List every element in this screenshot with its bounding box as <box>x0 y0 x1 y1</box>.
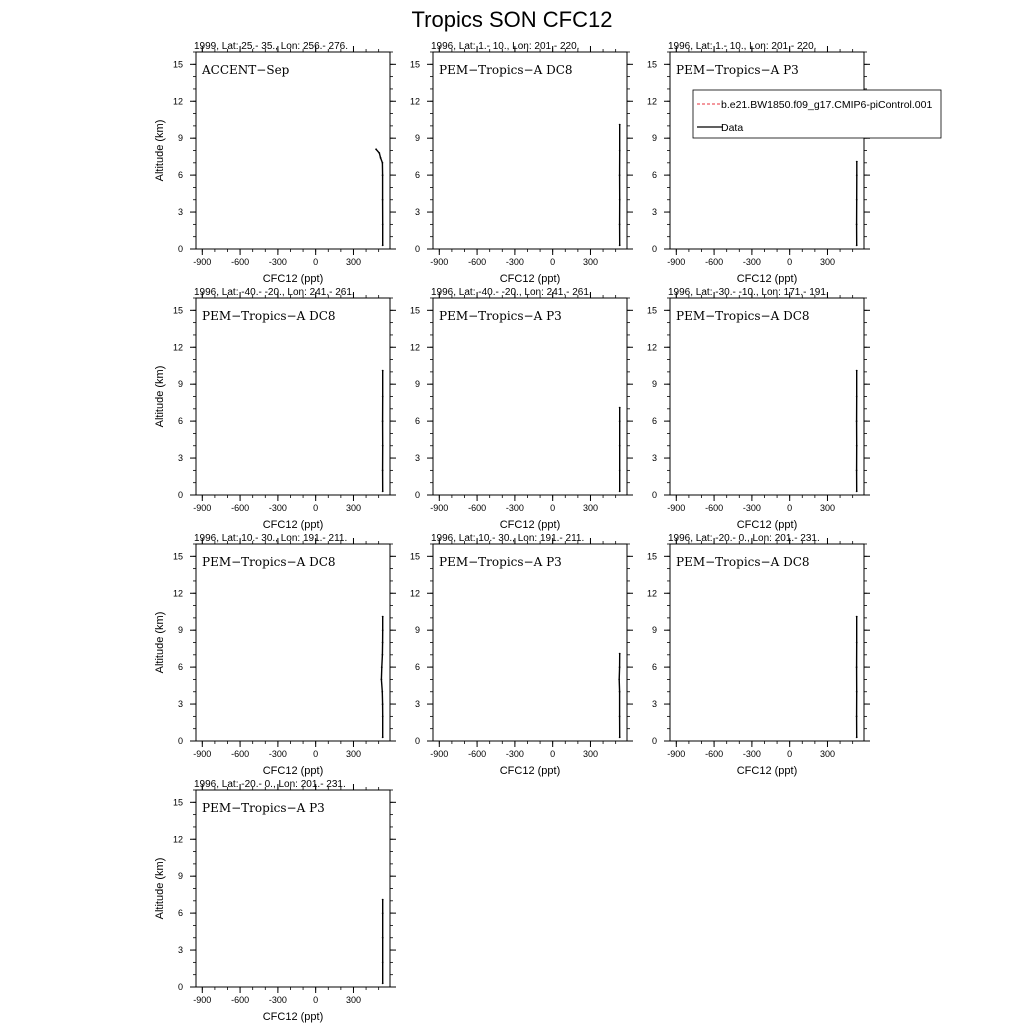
data-point <box>382 224 384 226</box>
x-axis-label: CFC12 (ppt) <box>262 273 324 285</box>
data-point <box>619 691 621 693</box>
data-point <box>380 157 382 159</box>
data-point <box>619 716 621 718</box>
y-tick-label: 12 <box>409 96 420 107</box>
data-point <box>382 912 384 914</box>
y-tick-label: 12 <box>172 96 183 107</box>
x-axis-label: CFC12 (ppt) <box>262 765 324 777</box>
panel-subtitle: 1996, Lat: -40.- -20., Lon: 241.- 261. <box>431 287 592 298</box>
x-tick-label: -900 <box>430 257 449 267</box>
x-tick-label: -300 <box>268 995 287 1005</box>
data-point <box>382 982 384 984</box>
x-tick-label: -300 <box>268 749 287 759</box>
data-point <box>856 642 858 644</box>
data-point <box>382 396 384 398</box>
panel-label: PEM−Tropics−A P3 <box>202 801 325 815</box>
y-tick-label: 15 <box>172 551 183 562</box>
x-tick-label: -900 <box>667 503 686 513</box>
data-point <box>619 199 621 201</box>
x-axis-label: CFC12 (ppt) <box>736 519 798 531</box>
data-point <box>619 150 621 152</box>
y-tick-label: 9 <box>651 133 657 144</box>
data-point <box>381 666 383 668</box>
y-tick-label: 15 <box>172 59 183 70</box>
panel-label: PEM−Tropics−A DC8 <box>676 309 810 323</box>
x-tick-label: -300 <box>742 257 761 267</box>
y-tick-label: 15 <box>646 59 657 70</box>
x-tick-label: -600 <box>468 503 487 513</box>
x-tick-label: 0 <box>787 503 793 513</box>
data-point <box>382 420 384 422</box>
data-point <box>619 490 621 492</box>
panel-subtitle: 1996, Lat: -30.- -10., Lon: 171.- 191. <box>668 287 829 298</box>
data-point <box>375 148 377 150</box>
x-tick-label: -900 <box>430 503 449 513</box>
data-point <box>856 716 858 718</box>
panel-subtitle: 1996, Lat: 10.- 30., Lon: 191.- 211. <box>194 533 348 544</box>
y-tick-label: 0 <box>414 244 420 254</box>
x-tick-label: 300 <box>582 257 598 267</box>
y-tick-label: 0 <box>651 490 657 500</box>
x-axis-label: CFC12 (ppt) <box>736 765 798 777</box>
y-tick-label: 3 <box>651 699 657 710</box>
x-tick-label: -600 <box>705 257 724 267</box>
data-point <box>856 224 858 226</box>
y-tick-label: 15 <box>646 551 657 562</box>
x-tick-label: 300 <box>345 995 361 1005</box>
y-tick-label: 12 <box>172 588 183 599</box>
panel-label: PEM−Tropics−A DC8 <box>202 309 336 323</box>
y-tick-label: 6 <box>414 416 420 427</box>
figure-title: Tropics SON CFC12 <box>411 7 613 32</box>
y-tick-label: 3 <box>414 699 420 710</box>
data-point <box>381 691 383 693</box>
x-tick-label: -900 <box>193 749 212 759</box>
y-tick-label: 0 <box>177 982 183 992</box>
data-point <box>619 407 621 409</box>
x-tick-label: -900 <box>430 749 449 759</box>
x-tick-label: -600 <box>468 257 487 267</box>
x-tick-label: 0 <box>787 257 793 267</box>
x-tick-label: -600 <box>705 749 724 759</box>
data-point <box>619 736 621 738</box>
y-tick-label: 6 <box>177 170 183 181</box>
data-point <box>856 616 858 618</box>
y-axis-label: Altitude (km) <box>154 119 166 182</box>
y-tick-label: 0 <box>414 736 420 746</box>
panel-subtitle: 1996, Lat: 10.- 30., Lon: 191.- 211. <box>431 533 585 544</box>
panel-subtitle: 1996, Lat: -40.- -20., Lon: 241.- 261. <box>194 287 355 298</box>
data-point <box>378 152 380 154</box>
data-point <box>382 162 384 164</box>
y-tick-label: 12 <box>172 834 183 845</box>
panel-label: PEM−Tropics−A DC8 <box>439 63 573 77</box>
x-tick-label: 300 <box>819 257 835 267</box>
data-point <box>619 470 621 472</box>
data-point <box>382 490 384 492</box>
x-tick-label: -300 <box>505 503 524 513</box>
y-tick-label: 15 <box>646 305 657 316</box>
legend <box>693 90 941 138</box>
x-tick-label: -600 <box>231 503 250 513</box>
x-tick-label: -900 <box>667 257 686 267</box>
x-axis-label: CFC12 (ppt) <box>499 273 561 285</box>
y-tick-label: 3 <box>177 945 183 956</box>
data-point <box>382 736 384 738</box>
x-tick-label: -600 <box>231 749 250 759</box>
panel-subtitle: 1996, Lat: -20.- 0., Lon: 201.- 231. <box>668 533 820 544</box>
data-point <box>856 470 858 472</box>
x-tick-label: 300 <box>345 257 361 267</box>
x-tick-label: 0 <box>313 257 319 267</box>
x-tick-label: 300 <box>345 749 361 759</box>
x-tick-label: 300 <box>819 503 835 513</box>
y-tick-label: 9 <box>177 133 183 144</box>
panel-label: PEM−Tropics−A P3 <box>676 63 799 77</box>
y-axis-label: Altitude (km) <box>154 365 166 428</box>
panel-subtitle: 1996, Lat: 1.- 10., Lon: 201.- 220. <box>668 41 817 52</box>
y-axis-label: Altitude (km) <box>154 857 166 920</box>
y-tick-label: 6 <box>651 416 657 427</box>
y-tick-label: 9 <box>414 625 420 636</box>
x-tick-label: -300 <box>742 749 761 759</box>
data-point <box>856 691 858 693</box>
y-tick-label: 12 <box>409 342 420 353</box>
y-tick-label: 0 <box>651 736 657 746</box>
x-tick-label: 0 <box>313 503 319 513</box>
y-tick-label: 6 <box>177 908 183 919</box>
data-point <box>382 445 384 447</box>
y-tick-label: 0 <box>651 244 657 254</box>
x-tick-label: -900 <box>193 995 212 1005</box>
y-tick-label: 0 <box>177 490 183 500</box>
x-tick-label: -600 <box>231 257 250 267</box>
data-point <box>381 679 383 681</box>
data-point <box>382 899 384 901</box>
data-point <box>619 445 621 447</box>
x-tick-label: -300 <box>505 257 524 267</box>
y-tick-label: 9 <box>414 133 420 144</box>
x-tick-label: -600 <box>468 749 487 759</box>
panel-label: ACCENT−Sep <box>202 63 290 77</box>
y-tick-label: 15 <box>409 305 420 316</box>
y-tick-label: 3 <box>651 207 657 218</box>
y-tick-label: 6 <box>177 416 183 427</box>
data-point <box>856 445 858 447</box>
x-tick-label: 0 <box>787 749 793 759</box>
x-axis-label: CFC12 (ppt) <box>262 519 324 531</box>
y-tick-label: 9 <box>651 379 657 390</box>
x-tick-label: -600 <box>705 503 724 513</box>
data-point <box>856 490 858 492</box>
y-tick-label: 9 <box>177 871 183 882</box>
data-point <box>619 174 621 176</box>
x-tick-label: -300 <box>268 257 287 267</box>
legend-entry-label-1: b.e21.BW1850.f09_g17.CMIP6-piControl.001 <box>721 99 933 111</box>
y-tick-label: 15 <box>409 551 420 562</box>
data-point <box>382 616 384 618</box>
data-point <box>856 174 858 176</box>
panel-label: PEM−Tropics−A P3 <box>439 555 562 569</box>
panel-label: PEM−Tropics−A DC8 <box>202 555 336 569</box>
y-tick-label: 12 <box>172 342 183 353</box>
x-axis-label: CFC12 (ppt) <box>736 273 798 285</box>
y-axis-label: Altitude (km) <box>154 611 166 674</box>
data-point <box>382 470 384 472</box>
data-point <box>856 420 858 422</box>
x-axis-label: CFC12 (ppt) <box>499 765 561 777</box>
y-tick-label: 9 <box>651 625 657 636</box>
data-point <box>382 199 384 201</box>
y-tick-label: 3 <box>177 207 183 218</box>
y-tick-label: 9 <box>414 379 420 390</box>
y-tick-label: 9 <box>177 379 183 390</box>
data-point <box>382 370 384 372</box>
y-tick-label: 0 <box>414 490 420 500</box>
y-tick-label: 6 <box>651 662 657 673</box>
data-point <box>382 174 384 176</box>
data-point <box>382 703 384 705</box>
x-tick-label: -900 <box>667 749 686 759</box>
data-point <box>382 244 384 246</box>
data-point <box>382 716 384 718</box>
data-point <box>618 679 620 681</box>
x-axis-label: CFC12 (ppt) <box>499 519 561 531</box>
panel-label: PEM−Tropics−A DC8 <box>676 555 810 569</box>
data-point <box>856 161 858 163</box>
y-tick-label: 12 <box>646 342 657 353</box>
y-tick-label: 6 <box>177 662 183 673</box>
x-tick-label: -900 <box>193 503 212 513</box>
data-point <box>382 642 384 644</box>
data-point <box>382 962 384 964</box>
x-tick-label: -300 <box>742 503 761 513</box>
y-tick-label: 15 <box>409 59 420 70</box>
data-point <box>619 666 621 668</box>
data-point <box>619 653 621 655</box>
x-tick-label: 300 <box>582 749 598 759</box>
data-point <box>856 199 858 201</box>
y-tick-label: 3 <box>414 207 420 218</box>
y-tick-label: 12 <box>646 588 657 599</box>
x-tick-label: -300 <box>268 503 287 513</box>
x-tick-label: 300 <box>345 503 361 513</box>
data-point <box>382 937 384 939</box>
data-point <box>856 666 858 668</box>
y-tick-label: 6 <box>414 170 420 181</box>
legend-entry-label-2: Data <box>721 122 744 134</box>
data-profile-line <box>619 654 620 738</box>
data-point <box>619 224 621 226</box>
x-tick-label: 0 <box>550 503 556 513</box>
data-point <box>382 629 384 631</box>
y-tick-label: 15 <box>172 797 183 808</box>
panel-subtitle: 1999, Lat: 25.- 35., Lon: 256.- 276. <box>194 41 349 52</box>
data-point <box>856 736 858 738</box>
x-axis-label: CFC12 (ppt) <box>262 1011 324 1023</box>
x-tick-label: 0 <box>550 257 556 267</box>
x-tick-label: 0 <box>550 749 556 759</box>
panel-subtitle: 1996, Lat: -20.- 0., Lon: 201.- 231. <box>194 779 346 790</box>
data-point <box>856 396 858 398</box>
y-tick-label: 3 <box>414 453 420 464</box>
y-tick-label: 12 <box>646 96 657 107</box>
y-tick-label: 0 <box>177 736 183 746</box>
y-tick-label: 3 <box>177 453 183 464</box>
data-point <box>856 244 858 246</box>
y-tick-label: 12 <box>409 588 420 599</box>
x-tick-label: 300 <box>819 749 835 759</box>
x-tick-label: -900 <box>193 257 212 267</box>
x-tick-label: 300 <box>582 503 598 513</box>
y-tick-label: 15 <box>172 305 183 316</box>
x-tick-label: 0 <box>313 995 319 1005</box>
x-tick-label: -600 <box>231 995 250 1005</box>
y-tick-label: 3 <box>177 699 183 710</box>
data-point <box>382 654 384 656</box>
data-point <box>619 244 621 246</box>
data-point <box>619 420 621 422</box>
y-tick-label: 6 <box>651 170 657 181</box>
y-tick-label: 9 <box>177 625 183 636</box>
x-tick-label: -300 <box>505 749 524 759</box>
x-tick-label: 0 <box>313 749 319 759</box>
y-tick-label: 3 <box>651 453 657 464</box>
data-point <box>856 370 858 372</box>
data-point <box>619 124 621 126</box>
panel-subtitle: 1996, Lat: 1.- 10., Lon: 201.- 220. <box>431 41 580 52</box>
y-tick-label: 0 <box>177 244 183 254</box>
y-tick-label: 6 <box>414 662 420 673</box>
panel-label: PEM−Tropics−A P3 <box>439 309 562 323</box>
